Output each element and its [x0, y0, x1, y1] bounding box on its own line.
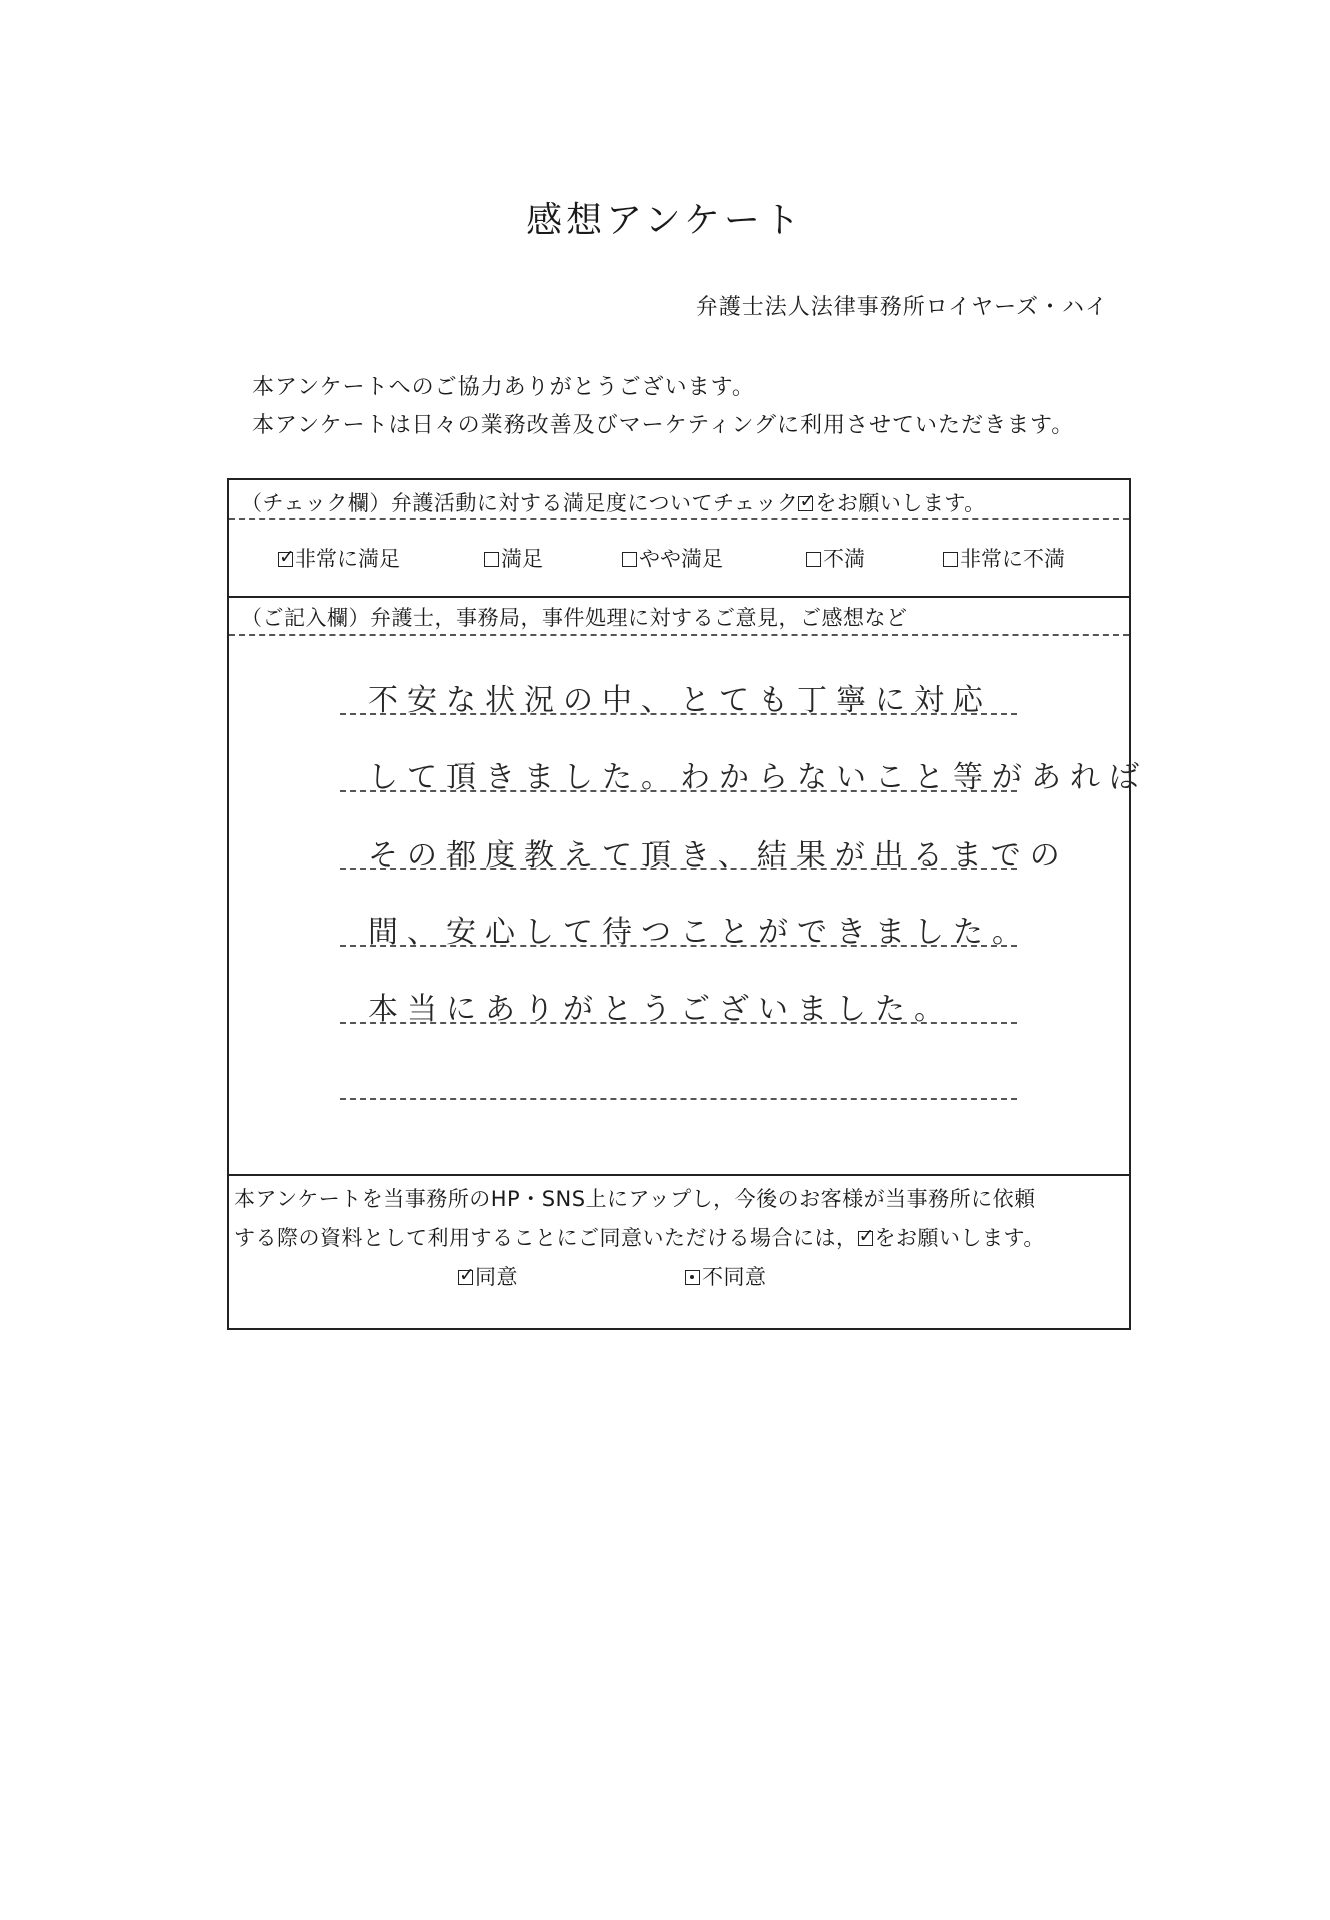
divider [229, 634, 1129, 636]
comment-section-header: （ご記入欄）弁護士，事務局，事件処理に対するご意見，ご感想など [241, 606, 908, 630]
option-dissatisfied[interactable] [806, 543, 865, 573]
option-label: 非常に満足 [295, 547, 400, 571]
handwritten-line-5: 本当にありがとうございました。 [368, 992, 953, 1027]
consent-text-line-1: 本アンケートを当事務所のHP・SNS上にアップし，今後のお客様が当事務所に依頼 [234, 1187, 1036, 1211]
divider [229, 596, 1129, 598]
divider [229, 1174, 1129, 1176]
consent-text-suffix: をお願いします。 [874, 1226, 1045, 1250]
consent-text: する際の資料として利用することにご同意いただける場合には， [234, 1226, 858, 1250]
checkbox-icon [858, 1231, 873, 1246]
option-label: 非常に不満 [960, 547, 1065, 571]
consent-text-line-2 [234, 1222, 1045, 1252]
option-somewhat-satisfied[interactable] [622, 543, 723, 573]
checkbox-icon[interactable] [806, 552, 821, 567]
writing-line [340, 1022, 1017, 1024]
handwritten-line-3: その都度教えて頂き、結果が出るまでの [368, 838, 1069, 873]
checkbox-icon[interactable] [622, 552, 637, 567]
option-label: 不満 [823, 547, 865, 571]
writing-line [340, 790, 1017, 792]
writing-line [340, 1098, 1017, 1100]
handwritten-line-2: して頂きました。わからないこと等があれば [368, 760, 1148, 795]
checkbox-icon[interactable] [458, 1270, 473, 1285]
checkbox-icon[interactable] [484, 552, 499, 567]
intro-line-1: 本アンケートへのご協力ありがとうございます。 [252, 375, 755, 400]
option-label: 満足 [501, 547, 543, 571]
divider [229, 518, 1129, 520]
writing-line [340, 868, 1017, 870]
option-satisfied[interactable] [484, 543, 543, 573]
check-header-text: （チェック欄）弁護活動に対する満足度についてチェック [241, 491, 799, 515]
checkbox-icon[interactable] [278, 552, 293, 567]
handwritten-line-4: 間、安心して待つことができました。 [368, 915, 1031, 950]
check-section-header [241, 487, 986, 517]
checkbox-icon [798, 496, 813, 511]
handwritten-line-1: 不安な状況の中、とても丁寧に対応 [368, 683, 992, 718]
intro-line-2: 本アンケートは日々の業務改善及びマーケティングに利用させていただきます。 [252, 413, 1075, 438]
agree-label: 同意 [475, 1265, 518, 1289]
check-header-suffix: をお願いします。 [815, 491, 986, 515]
option-label: やや満足 [639, 547, 723, 571]
consent-agree-option[interactable] [458, 1261, 518, 1291]
checkbox-icon[interactable] [685, 1270, 700, 1285]
writing-line [340, 713, 1017, 715]
firm-name: 弁護士法人法律事務所ロイヤーズ・ハイ [695, 295, 1108, 320]
consent-disagree-option[interactable] [685, 1261, 767, 1291]
page-title: 感想アンケート [526, 200, 804, 241]
checkbox-icon[interactable] [943, 552, 958, 567]
option-very-satisfied[interactable] [278, 543, 400, 573]
option-very-dissatisfied[interactable] [943, 543, 1065, 573]
writing-line [340, 945, 1017, 947]
disagree-label: 不同意 [702, 1265, 767, 1289]
